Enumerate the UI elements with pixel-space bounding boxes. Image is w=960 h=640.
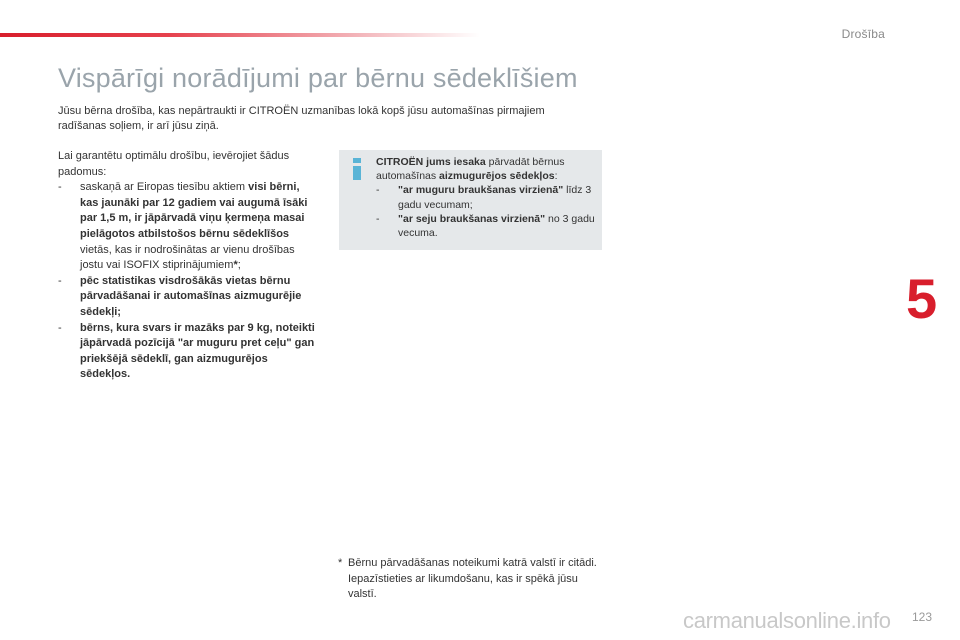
footnote	[338, 556, 600, 603]
info-box-text	[376, 155, 598, 240]
info-icon	[352, 158, 362, 180]
info-bold: "ar muguru braukšanas virzienā"	[398, 184, 564, 197]
list-dash: -	[376, 212, 380, 225]
footnote-star: *	[338, 557, 343, 569]
info-text: pārvadāt bērnus automašīnas	[376, 156, 565, 183]
info-bold: "ar seju braukšanas virzienā"	[398, 212, 546, 225]
info-item-text	[398, 212, 598, 240]
info-item	[376, 212, 598, 240]
footnote-marker: *	[233, 259, 238, 272]
info-text: :	[554, 170, 558, 183]
advice-bold: bērns, kura svars ir mazāks par 9 kg, noteikti jāpārvadā pozīcijā "ar muguru pret ceļu" gan priekšējā sēdeklī, gan aizmugurējos sēdekļos.	[80, 321, 315, 381]
list-dash: -	[376, 184, 380, 197]
header-accent-bar	[0, 33, 480, 37]
info-item	[376, 183, 598, 211]
advice-item	[58, 180, 320, 274]
advice-item	[58, 321, 320, 383]
page-number: 123	[911, 610, 932, 624]
safety-advice-column	[58, 149, 320, 383]
info-lead	[376, 155, 598, 183]
page-title: Vispārīgi norādījumi par bērnu sēdeklīšiem	[58, 63, 578, 93]
intro-paragraph: Jūsu bērna drošība, kas nepārtraukti ir CITROËN uzmanības lokā kopš jūsu automašīnas pirmajiem radīšanas soļiem, ir arī jūsu ziņā.	[58, 105, 545, 132]
advice-text: saskaņā ar Eiropas tiesību aktiem	[80, 181, 249, 194]
advice-lead: Lai garantētu optimālu drošību, ievērojiet šādus padomus:	[58, 150, 290, 178]
chapter-number: 5	[906, 267, 938, 330]
info-box	[339, 150, 602, 250]
footnote-text: Bērnu pārvadāšanas noteikumi katrā valstī ir citādi. Iepazīstieties ar likumdošanu, kas ir spēkā jūsu valstī.	[348, 557, 597, 601]
list-dash: -	[58, 181, 62, 194]
watermark: carmanualsonline.info	[683, 608, 891, 633]
info-item-text	[398, 183, 598, 211]
advice-text: vietās, kas ir nodrošinātas ar vienu drošības jostu vai ISOFIX stiprinājumiem	[80, 243, 295, 272]
advice-bold: pēc statistikas visdrošākās vietas bērnu pārvadāšanai ir automašīnas aizmugurējie sēdekļi;	[80, 274, 302, 318]
section-label: Drošība	[841, 27, 885, 41]
advice-text: ;	[237, 259, 241, 272]
advice-bold: visi bērni, kas jaunāki par 12 gadiem vai augumā īsāki par 1,5 m, ir jāpārvadā viņu ķermeņa masai pielāgotos atbilstošos bērnu sēdeklīšos	[80, 181, 308, 240]
list-dash: -	[58, 321, 62, 334]
info-bold: CITROËN jums iesaka	[376, 156, 486, 168]
list-dash: -	[58, 274, 62, 287]
info-bold: aizmugurējos sēdekļos	[439, 170, 555, 183]
advice-item	[58, 274, 320, 321]
info-text: līdz 3 gadu vecumam;	[398, 184, 592, 211]
advice-item-text	[80, 180, 320, 274]
info-text: no 3 gadu vecuma.	[398, 212, 595, 240]
